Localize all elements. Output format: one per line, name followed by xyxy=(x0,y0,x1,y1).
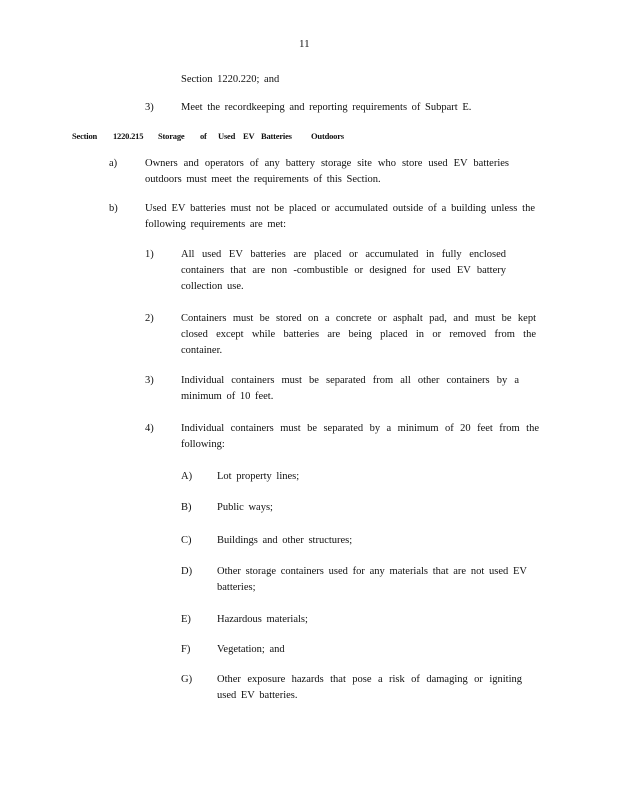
list-marker: A) xyxy=(181,471,193,482)
list-marker: a) xyxy=(109,158,118,169)
list-item-text: Other exposure hazards that pose a risk of damaging or igniting used EV batteries. xyxy=(217,674,522,701)
section-title-word: EV xyxy=(243,131,255,141)
paragraph-text: Owners and operators of any battery storage site who store used EV batteries outdoors must meet the requirements of this Section. xyxy=(145,158,509,185)
list-item-text: Individual containers must be separated from all other containers by a minimum of 10 feet. xyxy=(181,375,519,402)
section-title-word: Used xyxy=(218,131,236,141)
list-item-text: Public ways; xyxy=(217,502,273,513)
list-marker: F) xyxy=(181,644,191,655)
list-item-text: Containers must be stored on a concrete or asphalt pad, and must be kept closed except while batteries are being placed in or removed from the container. xyxy=(181,313,536,356)
section-label: Section xyxy=(72,131,98,141)
paragraph-text: Used EV batteries must not be placed or accumulated outside of a building unless the following requirements are met: xyxy=(145,203,535,230)
list-item-text: Vegetation; and xyxy=(217,644,285,655)
list-marker: b) xyxy=(109,203,118,214)
list-marker: 3) xyxy=(145,375,154,386)
list-marker: 4) xyxy=(145,423,154,434)
list-marker: 3) xyxy=(145,102,154,113)
list-item-text: All used EV batteries are placed or accumulated in fully enclosed containers that are non -combustible or designed for used EV battery collection use. xyxy=(181,249,506,292)
list-item-text: Buildings and other structures; xyxy=(217,535,353,546)
list-marker: G) xyxy=(181,674,193,685)
list-marker: 2) xyxy=(145,313,154,324)
section-reference-continuation: Section 1220.220; and xyxy=(181,74,280,85)
list-marker: C) xyxy=(181,535,192,546)
list-marker: E) xyxy=(181,614,191,625)
list-marker: B) xyxy=(181,502,192,513)
list-item-text: Individual containers must be separated by a minimum of 20 feet from the following: xyxy=(181,423,539,450)
list-marker: 1) xyxy=(145,249,154,260)
list-item-text: Other storage containers used for any materials that are not used EV batteries; xyxy=(217,566,527,593)
list-marker: D) xyxy=(181,566,193,577)
section-title-word: Batteries xyxy=(261,131,292,141)
page-number: 11 xyxy=(299,38,310,50)
list-item-text: Lot property lines; xyxy=(217,471,300,482)
section-title-word: Outdoors xyxy=(311,131,344,141)
section-number: 1220.215 xyxy=(113,131,144,141)
section-title-word: Storage xyxy=(158,131,185,141)
section-title-word: of xyxy=(200,131,207,141)
list-item-text: Hazardous materials; xyxy=(217,614,308,625)
recordkeeping-requirement-text: Meet the recordkeeping and reporting requirements of Subpart E. xyxy=(181,102,472,113)
